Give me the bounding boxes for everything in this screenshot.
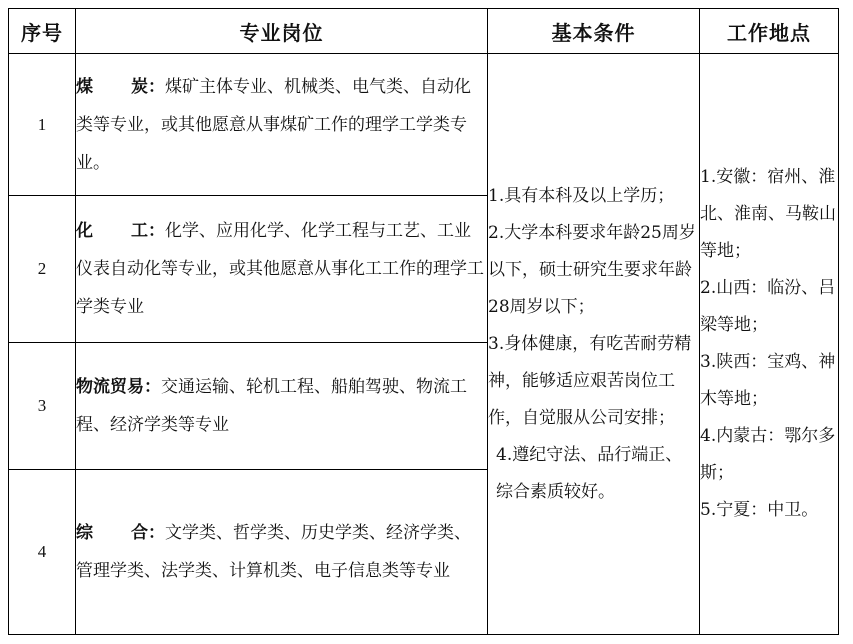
row-number: 1 (9, 54, 76, 196)
table-row (9, 54, 839, 196)
position-key: 煤炭 (76, 76, 148, 97)
position-key: 化工 (76, 221, 148, 241)
position-desc: 文学类、哲学类、历史学类、经济学类、管理学类、法学类、计算机类、电子信息类等专业 (76, 523, 471, 581)
recruitment-table (8, 8, 839, 635)
conditions-cell (488, 54, 700, 635)
header-position: 专业岗位 (76, 9, 488, 54)
condition-item: 1.具有本科及以上学历； (488, 185, 675, 206)
location-item: 2.山西：临汾、吕梁等地； (700, 278, 836, 335)
position-cell: 化工：化学、应用化学、化学工程与工艺、工业仪表自动化等专业，或其他愿意从事化工工作的理学工学类专业 (76, 196, 488, 343)
position-desc: 煤矿主体专业、机械类、电气类、自动化类等专业，或其他愿意从事煤矿工作的理学工学类专业。 (76, 76, 471, 173)
condition-item: 4.遵纪守法、品行端正、综合素质较好。 (496, 444, 683, 502)
row-number: 3 (9, 343, 76, 470)
position-cell: 综合：文学类、哲学类、历史学类、经济学类、管理学类、法学类、计算机类、电子信息类等专业 (76, 470, 488, 635)
position-key: 综合 (76, 523, 148, 543)
row-number: 4 (9, 470, 76, 635)
location-item: 3.陕西：宝鸡、神木等地； (700, 352, 836, 409)
condition-item: 3.身体健康，有吃苦耐劳精神，能够适应艰苦岗位工作，自觉服从公司安排； (488, 333, 692, 428)
position-cell: 物流贸易：交通运输、轮机工程、船舶驾驶、物流工程、经济学类等专业 (76, 343, 488, 470)
header-row (9, 9, 839, 54)
location-item: 4.内蒙古：鄂尔多斯； (700, 426, 836, 483)
row-number: 2 (9, 196, 76, 343)
locations-cell (700, 54, 839, 635)
header-location: 工作地点 (700, 9, 839, 54)
location-item: 1.安徽：宿州、淮北、淮南、马鞍山等地； (700, 167, 836, 261)
condition-item: 2.大学本科要求年龄25周岁以下，硕士研究生要求年龄28周岁以下； (488, 222, 696, 317)
position-key: 物流贸易 (76, 377, 144, 397)
position-desc: 化学、应用化学、化学工程与工艺、工业仪表自动化等专业，或其他愿意从事化工工作的理学工学类专业 (76, 221, 484, 317)
header-conditions: 基本条件 (488, 9, 700, 54)
header-no: 序号 (9, 9, 76, 54)
position-desc: 交通运输、轮机工程、船舶驾驶、物流工程、经济学类等专业 (76, 377, 467, 435)
position-cell: 煤炭：煤矿主体专业、机械类、电气类、自动化类等专业，或其他愿意从事煤矿工作的理学工学类专业。 (76, 54, 488, 196)
location-item: 5.宁夏：中卫。 (700, 500, 819, 520)
